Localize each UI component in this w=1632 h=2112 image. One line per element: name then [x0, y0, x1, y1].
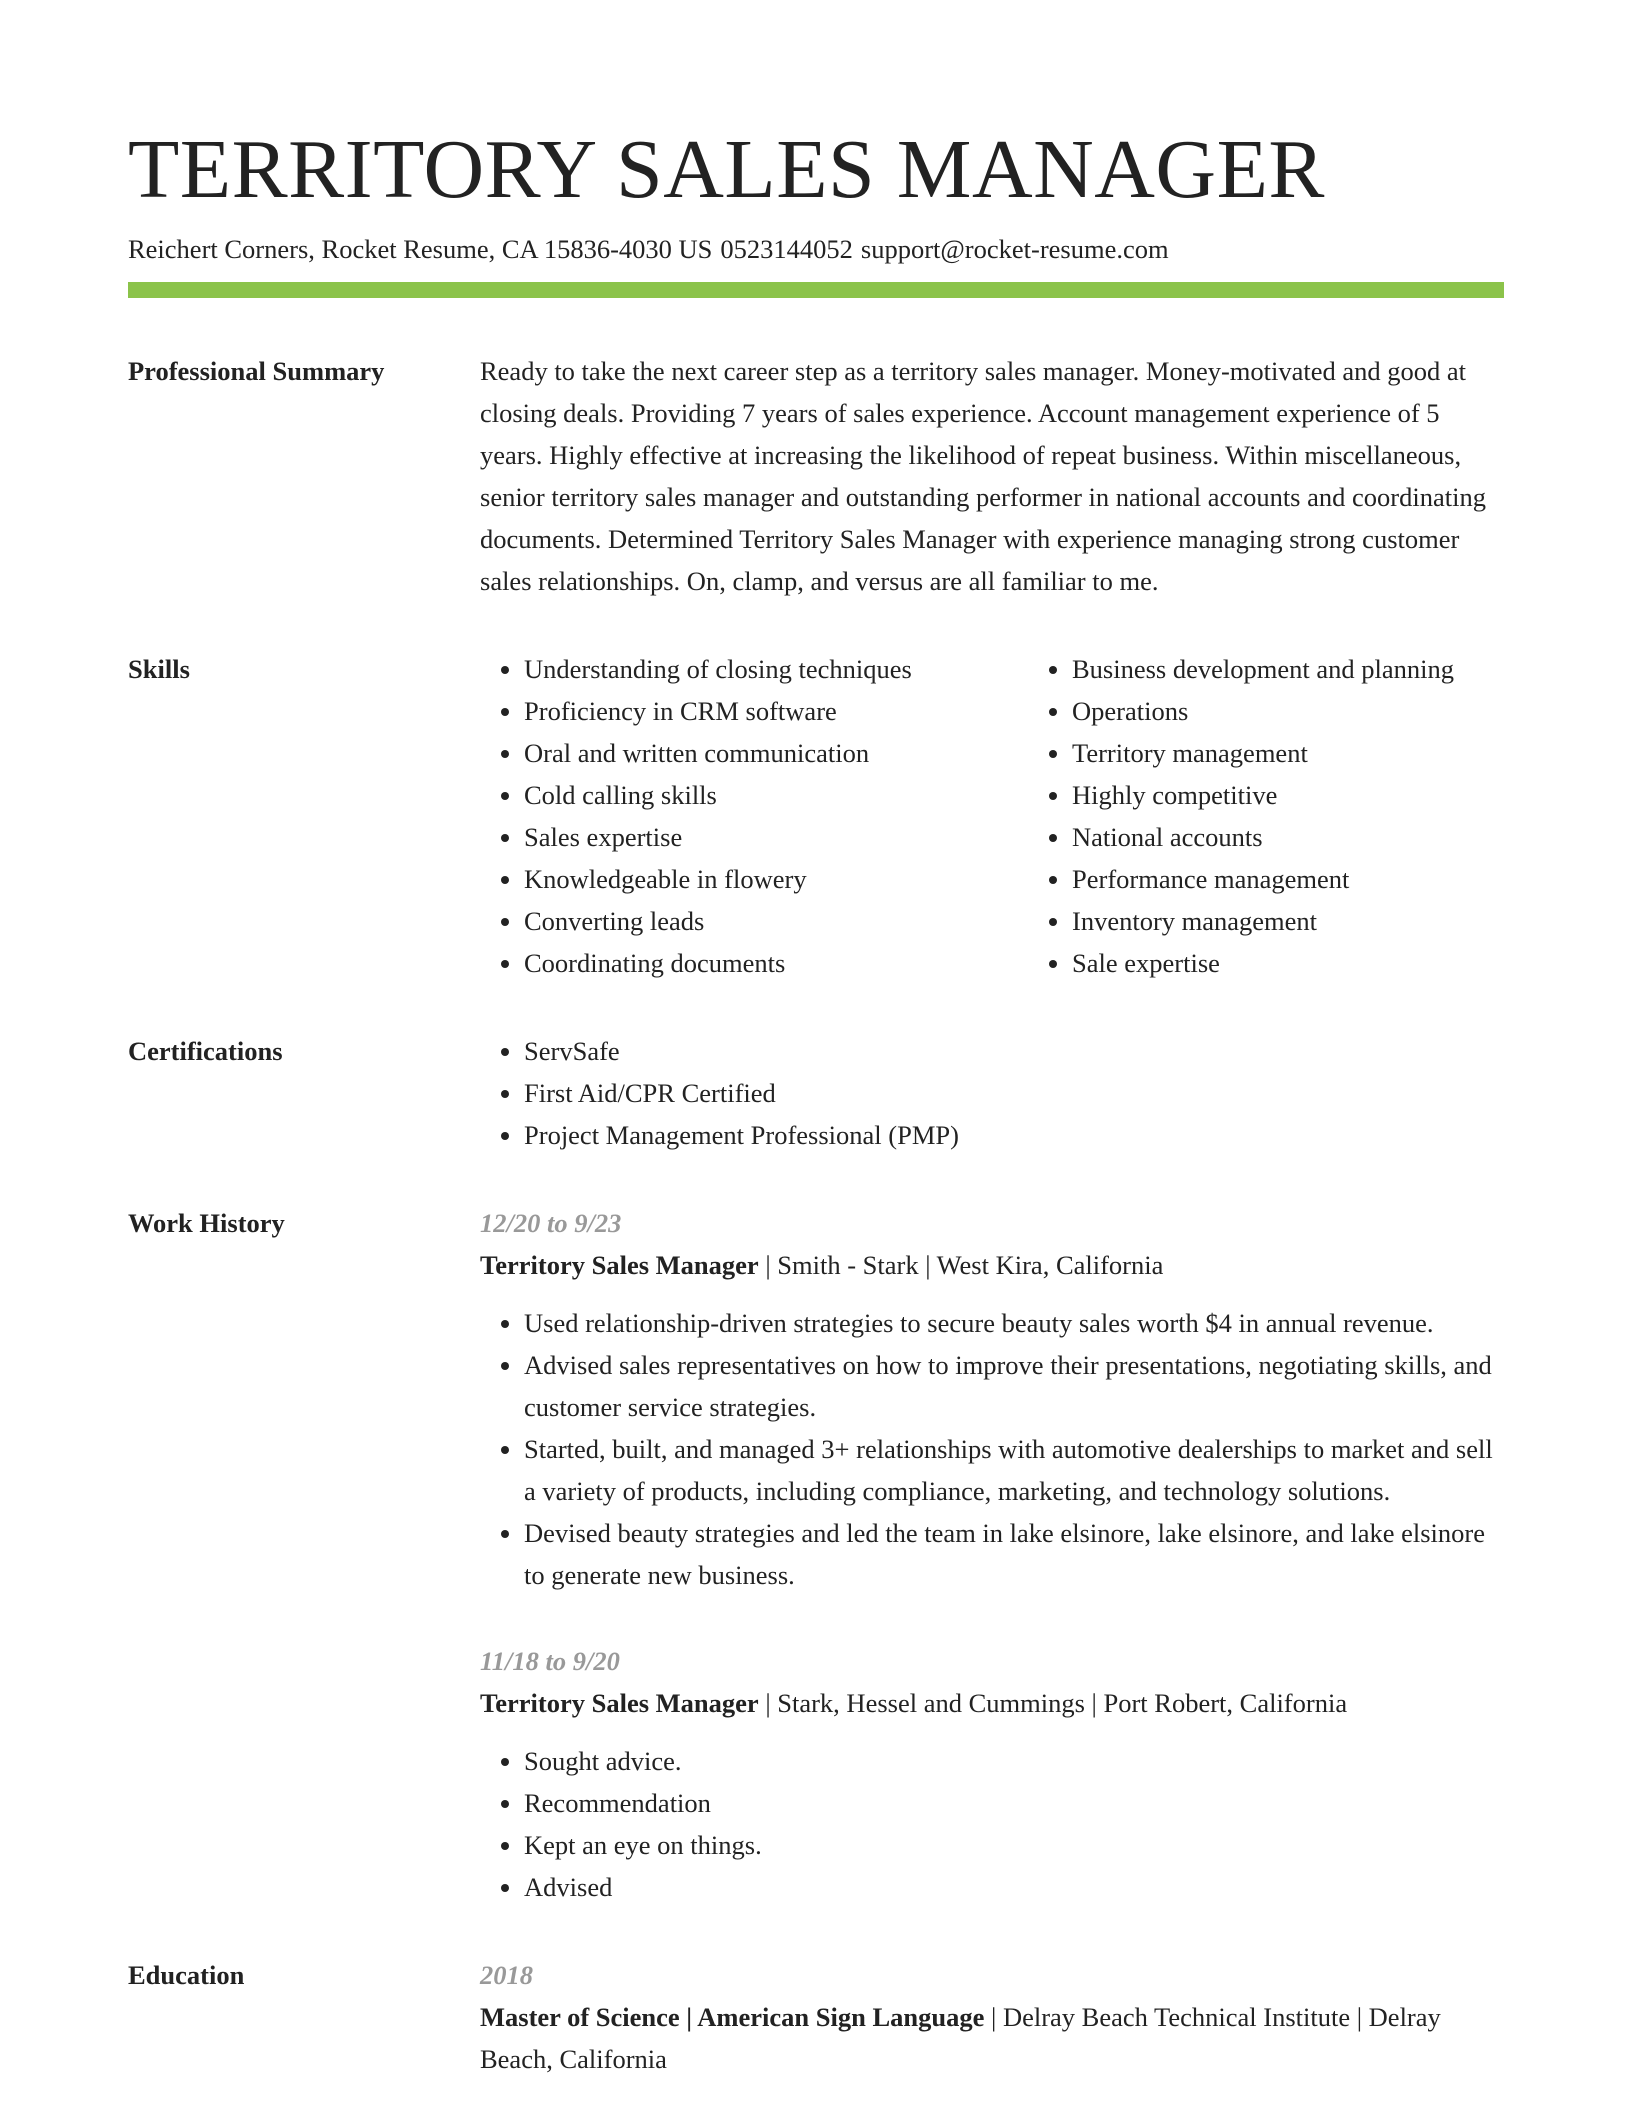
skill-item: • Coordinating documents [524, 942, 1028, 984]
summary-heading: Professional Summary [128, 356, 385, 386]
education-section [128, 1954, 1504, 2080]
job-bullets [480, 1740, 1504, 1908]
job-entry [480, 1202, 1504, 1596]
job-bullet: • Kept an eye on things. [524, 1824, 1504, 1866]
skill-item: • Highly competitive [1072, 774, 1454, 816]
job-role-line [480, 1244, 1504, 1286]
candidate-title: TERRITORY SALES MANAGER [128, 123, 1325, 216]
skill-item: • Territory management [1072, 732, 1454, 774]
education-year: 2018 [480, 1960, 533, 1990]
job-bullet: • Recommendation [524, 1782, 1504, 1824]
job-role-line [480, 1682, 1504, 1724]
certifications-section [128, 1030, 1504, 1156]
education-heading: Education [128, 1960, 245, 1990]
certifications-heading: Certifications [128, 1036, 283, 1066]
work-history-heading: Work History [128, 1208, 285, 1238]
job-bullet: • Advised [524, 1866, 1504, 1908]
job-bullet: • Used relationship-driven strategies to secure beauty sales worth $4 in annual revenue. [524, 1302, 1504, 1344]
contact-line [128, 232, 1504, 266]
skill-item: • Performance management [1072, 858, 1454, 900]
certification-item: • First Aid/CPR Certified [524, 1072, 1504, 1114]
job-company-location: | Stark, Hessel and Cummings | Port Robert, California [758, 1688, 1348, 1718]
skill-item: • Cold calling skills [524, 774, 1028, 816]
skills-heading: Skills [128, 654, 190, 684]
resume-page [128, 120, 1504, 2080]
skill-item: • Operations [1072, 690, 1454, 732]
job-bullet: • Advised sales representatives on how to improve their presentations, negotiating skills, and customer service strategies. [524, 1344, 1504, 1428]
job-entry [480, 1640, 1504, 1908]
skill-item: • Understanding of closing techniques [524, 648, 1028, 690]
email-text: support@rocket-resume.com [860, 234, 1169, 264]
certifications-list [480, 1030, 1504, 1156]
phone-text: 0523144052 [720, 234, 853, 264]
job-role: Territory Sales Manager [480, 1250, 759, 1280]
skill-item: • Proficiency in CRM software [524, 690, 1028, 732]
job-dates: 12/20 to 9/23 [480, 1208, 622, 1238]
education-degree: Master of Science | American Sign Language [480, 2002, 985, 2032]
skill-item: • Sales expertise [524, 816, 1028, 858]
job-bullets [480, 1302, 1504, 1596]
job-company-location: | Smith - Stark | West Kira, California [758, 1250, 1164, 1280]
certification-item: • ServSafe [524, 1030, 1504, 1072]
skill-item: • Converting leads [524, 900, 1028, 942]
education-line [480, 1996, 1504, 2080]
skill-item: • National accounts [1072, 816, 1454, 858]
skill-item: • Sale expertise [1072, 942, 1454, 984]
skill-item: • Business development and planning [1072, 648, 1454, 690]
summary-text: Ready to take the next career step as a territory sales manager. Money-motivated and good at closing deals. Providing 7 years of sales experience. Account management experience of 5 years. Highly effective at increasing the likelihood of repeat business. Within miscellaneous, senior territory sales manager and outstanding performer in national accounts and coordinating documents. Determined Territory Sales Manager with experience managing strong customer sales relationships. On, clamp, and versus are all familiar to me. [480, 356, 1486, 596]
skills-list-left [480, 648, 1028, 984]
skills-list-right [1028, 648, 1454, 984]
certification-item: • Project Management Professional (PMP) [524, 1114, 1504, 1156]
job-dates: 11/18 to 9/20 [480, 1646, 620, 1676]
work-history-section [128, 1202, 1504, 1908]
summary-section [128, 350, 1504, 602]
header-divider [128, 282, 1504, 298]
job-bullet: • Devised beauty strategies and led the team in lake elsinore, lake elsinore, and lake elsinore to generate new business. [524, 1512, 1504, 1596]
job-bullet: • Started, built, and managed 3+ relationships with automotive dealerships to market and sell a variety of products, including compliance, marketing, and technology solutions. [524, 1428, 1504, 1512]
job-bullet: • Sought advice. [524, 1740, 1504, 1782]
skills-section [128, 648, 1504, 984]
skill-item: • Knowledgeable in flowery [524, 858, 1028, 900]
job-role: Territory Sales Manager [480, 1688, 759, 1718]
education-school-location: | Delray Beach Technical Institute | Delray Beach, California [480, 2002, 1441, 2074]
skill-item: • Oral and written communication [524, 732, 1028, 774]
skill-item: • Inventory management [1072, 900, 1454, 942]
address-text: Reichert Corners, Rocket Resume, CA 15836-4030 US [128, 234, 713, 264]
